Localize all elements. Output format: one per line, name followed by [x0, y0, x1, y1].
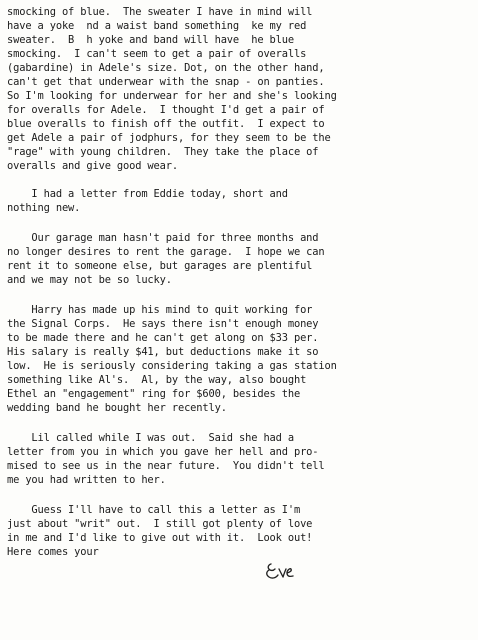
letter-line: me you had written to her.: [7, 474, 166, 486]
letter-line: get Adele a pair of jodphurs, for they seem to be the: [7, 132, 331, 144]
letter-line: nothing new.: [7, 202, 81, 214]
letter-line: the Signal Corps. He says there isn't enough money: [7, 318, 319, 330]
letter-line: rent it to someone else, but garages are plentiful: [7, 260, 313, 272]
letter-line: (gabardine) in Adele's size. Dot, on the other hand,: [7, 62, 325, 74]
letter-line: Here comes your: [7, 546, 99, 558]
letter-line: wedding band he bought her recently.: [7, 402, 227, 414]
letter-line: Our garage man hasn't paid for three months and: [7, 232, 319, 244]
letter-line: "rage" with young children. They take the place of: [7, 146, 319, 158]
letter-line: no longer desires to rent the garage. I hope we can: [7, 246, 325, 258]
letter-line: have a yoke nd a waist band something ke my red: [7, 20, 307, 32]
letter-line: in me and I'd like to give out with it. Look out!: [7, 532, 313, 544]
letter-line: just about "writ" out. I still got plenty of love: [7, 518, 313, 530]
letter-line: mised to see us in the near future. You didn't tell: [7, 460, 325, 472]
letter-line: smocking. I can't seem to get a pair of overalls: [7, 48, 307, 60]
letter-line: So I'm looking for underwear for her and she's looking: [7, 90, 337, 102]
letter-line: letter from you in which you gave her hell and pro-: [7, 446, 319, 458]
letter-line: smocking of blue. The sweater I have in mind will: [7, 6, 313, 18]
letter-line: His salary is really $41, but deductions make it so: [7, 346, 319, 358]
letter-line: Guess I'll have to call this a letter as I'm: [7, 504, 301, 516]
handwritten-signature: [262, 560, 296, 584]
letter-line: Harry has made up his mind to quit working for: [7, 304, 313, 316]
letter-line: Ethel an "engagement" ring for $600, besides the: [7, 388, 301, 400]
letter-line: blue overalls to finish off the outfit. I expect to: [7, 118, 325, 130]
letter-line: and we may not be so lucky.: [7, 274, 172, 286]
letter-line: can't get that underwear with the snap - on panties.: [7, 76, 325, 88]
letter-line: something like Al's. Al, by the way, also bought: [7, 374, 307, 386]
letter-line: low. He is seriously considering taking a gas station: [7, 360, 337, 372]
letter-line: overalls and give good wear.: [7, 160, 178, 172]
letter-line: to be made there and he can't get along on $33 per.: [7, 332, 319, 344]
letter-line: for overalls for Adele. I thought I'd get a pair of: [7, 104, 325, 116]
letter-line: I had a letter from Eddie today, short and: [7, 188, 288, 200]
letter-line: Lil called while I was out. Said she had a: [7, 432, 294, 444]
letter-line: sweater. B h yoke and band will have he blue: [7, 34, 294, 46]
